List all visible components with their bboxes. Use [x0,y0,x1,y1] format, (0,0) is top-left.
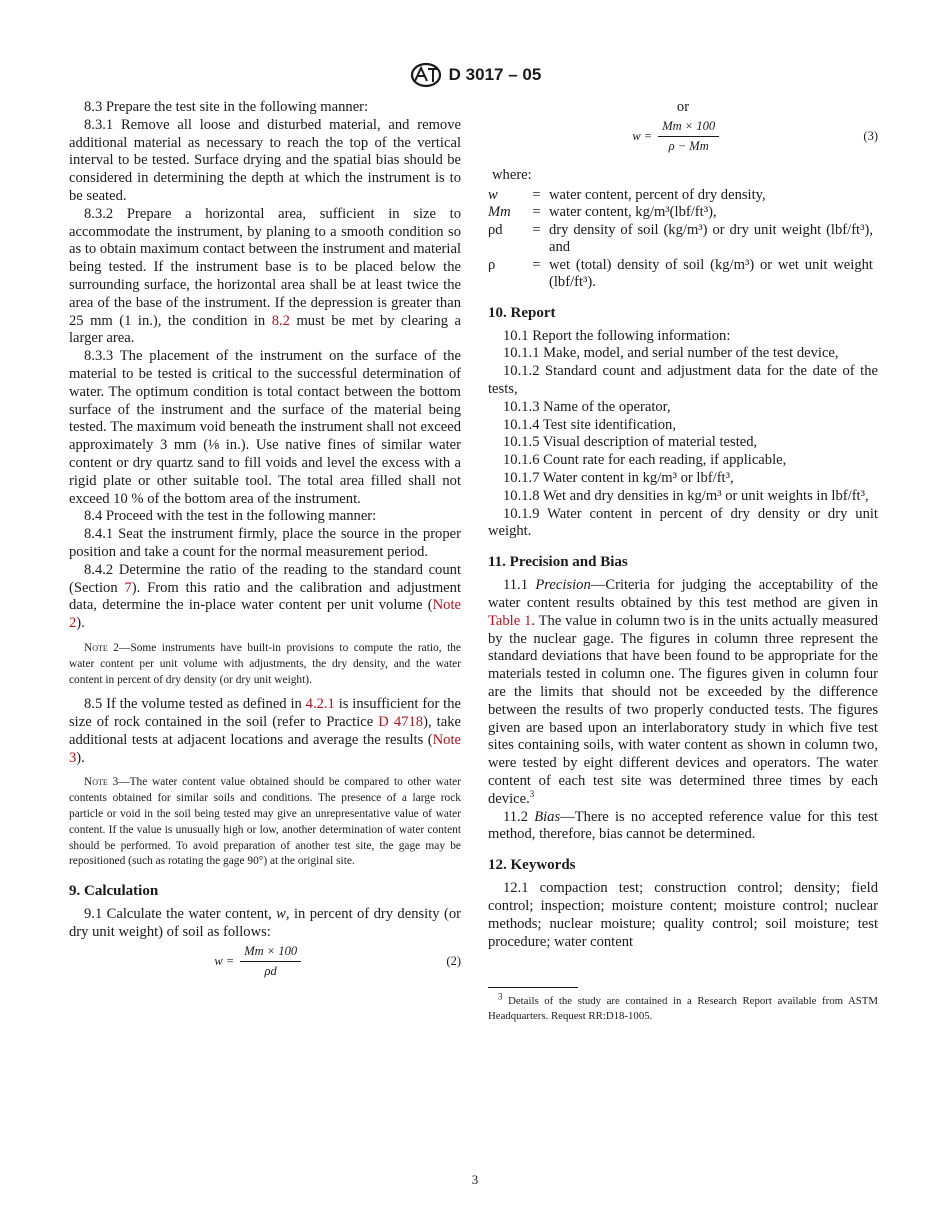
section-11-2-number: 11.2 [503,808,535,825]
section-8-3: 8.3 Prepare the test site in the following manner: [84,99,369,115]
note-3-text: 3—The water content value obtained should be compared to other water contents obtained for similar soils and conditions. The presence of a large rock particle or void in the soil being tested may give an unrepresentative value of water content. If the value is unusually high or low, another determination of water content should be performed. To avoid preparation of another test site, the gage may be repositioned (such as rotating the gage 90°) at the original site. [69,776,461,868]
report-item: 10.1.7 Water content in kg/m³ or lbf/ft³, [503,469,734,486]
definition-symbol: ρ [488,256,496,273]
definition-text: water content, percent of dry density, [549,186,766,203]
report-item: 10.1 Report the following information: [503,327,731,344]
note-3-label: Note [84,776,108,789]
where-label: where: [492,166,532,183]
variable-w: w [276,906,286,923]
definition-equals: = [532,221,541,238]
section-9-1-text-a: 9.1 Calculate the water content, [84,906,277,923]
equation-3-lhs: w = [632,128,653,143]
astm-logo-icon [409,62,443,88]
section-8-5-text-b: is insufficient for the size of rock contained in the soil (refer to Practice [69,696,462,731]
section-11-1-number: 11.1 [503,577,536,594]
footnote-3 [488,991,878,1023]
definition-symbol: ρd [488,221,503,238]
link-note-3[interactable]: Note 3 [69,731,461,766]
section-8-5-text-d: ). [76,749,85,766]
section-8-4-2 [69,562,461,633]
equation-3-numerator: Mm × 100 [658,118,719,138]
report-item: 10.1.3 Name of the operator, [503,398,671,415]
right-column [488,99,878,1023]
report-item: 10.1.1 Make, model, and serial number of the test device, [503,345,839,362]
section-9-1-text-b: , in percent of dry density (or dry unit weight) of soil as follows: [69,906,461,941]
definition-equals: = [532,204,541,221]
definition-text: water content, kg/m³(lbf/ft³), [549,204,717,221]
link-note-2[interactable]: Note 2 [69,597,461,632]
footnote-divider [488,987,578,988]
equation-2 [69,942,461,982]
section-9-1 [69,906,461,942]
equation-2-number: (2) [446,953,461,968]
heading-precision-and-bias: 11. Precision and Bias [488,554,628,571]
equation-3-number: (3) [863,128,878,143]
section-8-3-2 [69,206,461,348]
link-section-4-2-1[interactable]: 4.2.1 [305,696,335,713]
definition-row [488,204,873,222]
note-2 [69,641,461,688]
section-11-1-title: Precision [535,577,591,594]
section-8-5-text-a: 8.5 If the volume tested as defined in [84,696,306,713]
footnote-reference-3[interactable]: 3 [529,788,535,799]
definition-row [488,222,873,257]
note-2-label: Note [84,641,108,654]
document-designation: D 3017 – 05 [448,65,542,84]
section-11-2 [488,809,878,845]
section-8-4: 8.4 Proceed with the test in the following manner: [84,508,377,525]
definition-row [488,257,873,292]
equation-3 [488,117,878,157]
section-8-4-2-text-c: ). [76,615,85,632]
definition-symbol: Mm [488,204,511,221]
link-section-7[interactable]: 7 [124,579,132,596]
or-text: or [676,99,690,115]
heading-calculation: 9. Calculation [69,883,159,900]
equation-2-lhs: w = [214,953,235,968]
report-item: 10.1.9 Water content in percent of dry density or dry unit weight. [488,505,878,540]
report-item: 10.1.8 Wet and dry densities in kg/m³ or unit weights in lbf/ft³, [503,487,869,504]
page-number: 3 [471,1172,479,1187]
report-item: 10.1.2 Standard count and adjustment data for the date of the tests, [488,363,878,397]
footnote-3-marker: 3 [498,991,503,1002]
section-8-5-text-c: ), take additional tests at adjacent locations and average the results ( [69,714,461,748]
link-section-8-2[interactable]: 8.2 [271,312,290,329]
section-8-4-2-text-b: ). From this ratio and the calibration and adjustment data, determine the in-place water content per unit volume ( [69,579,461,614]
footnote-3-text: Details of the study are contained in a Research Report available from ASTM Headquarters. Request RR:D18-1005. [488,995,878,1022]
section-11-1-text-a: —Criteria for judging the acceptability of the water content results obtained by this test method are given in [488,577,878,611]
section-8-3-3: 8.3.3 The placement of the instrument on the surface of the material to be tested is critical to the successful determination of water. The optimum condition is total contact between the bottom surface of the instrument and the surface of the material being tested. The maximum void beneath the instrument shall not exceed approximately 3 mm (⅛ in.). Use native fines of similar water content or dry quartz sand to fill voids and level the excess with a rigid plate or other suitable tool. The total area filled shall not exceed 10 % of the bottom area of the instrument. [69,348,461,507]
section-12-1: 12.1 compaction test; construction control; density; field control; inspection; moisture content; moisture control; nuclear methods; nuclear moisture; quality control; soil moisture; test procedure; water content [488,880,878,950]
section-8-4-2-text-a: 8.4.2 Determine the ratio of the reading to the standard count (Section [69,561,461,596]
definition-equals: = [532,186,541,203]
link-d4718[interactable]: D 4718 [378,714,424,731]
equation-2-denominator: ρd [264,964,277,979]
equation-2-numerator: Mm × 100 [240,943,301,963]
variable-definitions [488,187,873,292]
definition-equals: = [532,256,541,273]
page-header [0,62,950,93]
equation-3-denominator: ρ − Mm [668,139,709,154]
link-table-1[interactable]: Table 1 [488,612,532,629]
heading-keywords: 12. Keywords [488,857,576,874]
report-item: 10.1.4 Test site identification, [503,416,676,433]
section-11-1 [488,577,878,808]
section-11-1-text-b: . The value in column two is in the units actually measured by the nuclear gage. The figures in column three represent the standard deviations that have been found to be appropriate for the materials tested in column one. The figures given in column four are the limits that should not be exceeded by the difference between the results of two properly conducted tests. The figures given are based upon an interlaboratory study in which five test sites containing soils, with water content as shown in column two, were tested by eight different devices and operators. The water content of each test site was determined three times by each device. [488,612,878,807]
report-item: 10.1.5 Visual description of material tested, [503,434,758,451]
section-8-3-2-text-b: must be met by clearing a larger area. [69,312,461,347]
note-2-text: 2—Some instruments have built-in provisions to compute the ratio, the water content per unit volume with adjustments, the dry density, and the water content in percent of dry density (or dry unit weight). [69,641,461,686]
section-11-2-text: —There is no accepted reference value for this test method, therefore, bias cannot be determined. [488,808,878,843]
note-3 [69,775,461,870]
section-8-5 [69,696,461,767]
heading-report: 10. Report [488,304,556,321]
definition-symbol: w [488,186,498,203]
report-item: 10.1.6 Count rate for each reading, if applicable, [503,452,787,469]
definition-row [488,187,873,205]
definition-text: dry density of soil (kg/m³) or dry unit weight (lbf/ft³), and [549,221,873,256]
definition-text: wet (total) density of soil (kg/m³) or wet unit weight (lbf/ft³). [549,256,873,291]
section-11-2-title: Bias [534,808,561,825]
left-column [69,99,461,982]
section-8-3-1: 8.3.1 Remove all loose and disturbed material, and remove additional material as necessary to reach the top of the vertical interval to be tested. Surface drying and the spatial bias should be considered in determining the depth at which the instrument is to be seated. [69,116,461,204]
section-8-3-2-text-a: 8.3.2 Prepare a horizontal area, sufficient in size to accommodate the instrument, by planing to a smooth condition so as to obtain maximum contact between the instrument and material being tested. If the instrument base is to be placed below the surrounding surface, the horizontal area shall be at least twice the area of the base of the instrument. If the depression is greater than 25 mm (1 in.), the condition in [69,205,461,329]
section-8-4-1: 8.4.1 Seat the instrument firmly, place the source in the proper position and take a count for the normal measurement period. [69,526,461,560]
